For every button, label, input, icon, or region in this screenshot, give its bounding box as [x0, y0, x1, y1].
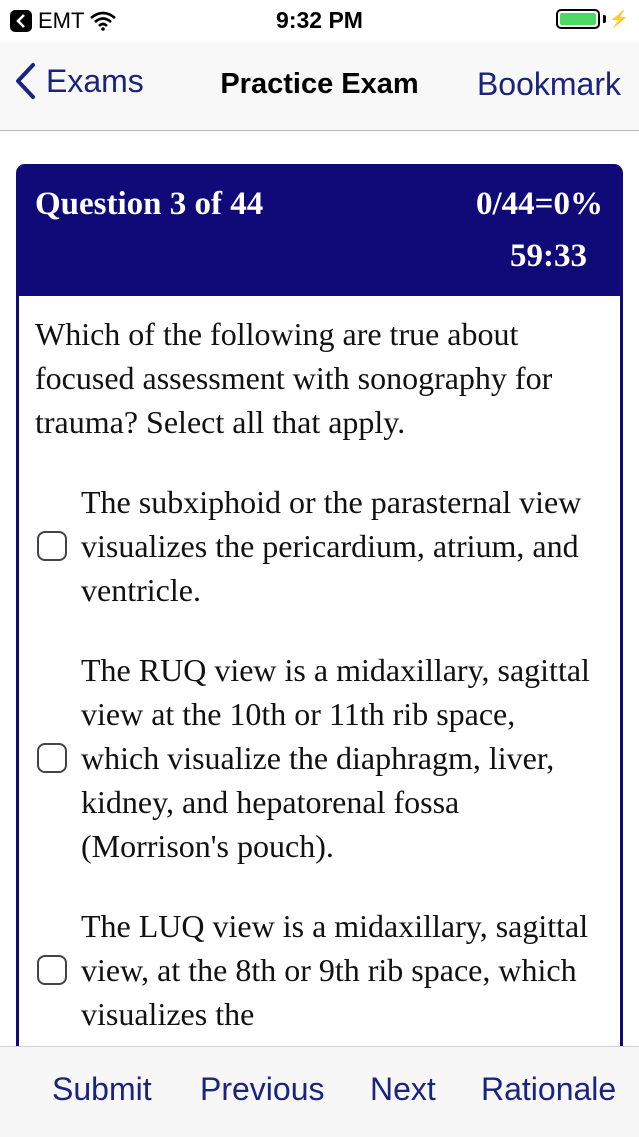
- chevron-left-icon: [14, 62, 36, 100]
- bookmark-button[interactable]: Bookmark: [476, 66, 621, 102]
- question-header: [16, 164, 623, 296]
- question-body[interactable]: [19, 296, 620, 1064]
- next-button[interactable]: Next: [370, 1071, 436, 1107]
- carrier-label: EMT: [38, 8, 85, 33]
- answer-choice-text: The LUQ view is a midaxillary, sagittal view, at the 8th or 9th rib space, which visualizes the: [81, 908, 589, 1032]
- question-number: Question 3 of 44: [35, 186, 264, 222]
- checkbox-icon[interactable]: [37, 743, 67, 773]
- status-right: [556, 9, 629, 29]
- answer-choice-text: The subxiphoid or the parasternal view visualizes the pericardium, atrium, and ventricle.: [81, 484, 582, 608]
- bottom-toolbar: [0, 1046, 639, 1137]
- back-button-label: Exams: [46, 62, 144, 99]
- battery-icon: [556, 9, 600, 29]
- answer-choice-text: The RUQ view is a midaxillary, sagittal view at the 10th or 11th rib space, which visualize the diaphragm, liver, kidney, and hepatorenal fossa (Morrison's pouch).: [81, 652, 590, 864]
- status-time: 9:32 PM: [276, 7, 363, 33]
- answer-choice[interactable]: [19, 648, 620, 868]
- question-card: [16, 164, 623, 1064]
- navigation-bar: [0, 42, 639, 131]
- score-label: 0/44=0%: [476, 186, 603, 222]
- checkbox-icon[interactable]: [37, 531, 67, 561]
- rationale-button[interactable]: Rationale: [481, 1071, 617, 1107]
- answer-choice[interactable]: [19, 480, 620, 612]
- submit-button[interactable]: Submit: [52, 1071, 152, 1107]
- checkbox-icon[interactable]: [37, 955, 67, 985]
- page-title: Practice Exam: [220, 68, 419, 100]
- timer-label: 59:33: [510, 238, 587, 274]
- answer-choice[interactable]: [19, 904, 620, 1036]
- back-button[interactable]: [14, 62, 144, 100]
- battery-nub: [603, 15, 606, 23]
- question-text: Which of the following are true about focused assessment with sonography for trauma? Select all that apply.: [35, 316, 553, 440]
- charging-bolt-icon: ⚡: [609, 11, 629, 28]
- status-bar: [0, 0, 639, 42]
- previous-button[interactable]: Previous: [200, 1071, 325, 1107]
